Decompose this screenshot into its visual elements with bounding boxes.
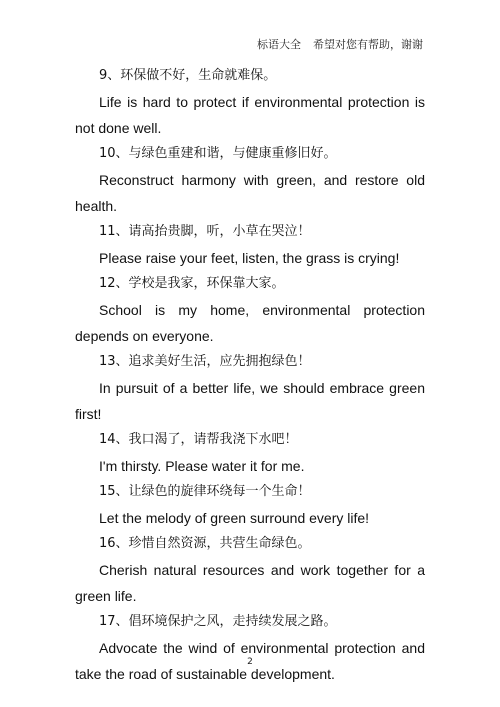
slogan-list [75,63,425,687]
page-number: 2 [247,657,253,667]
slogan-en: School is my home, environmental protection depends on everyone. [75,302,425,344]
slogan-en: Advocate the wind of environmental protection and take the road of sustainable development. [75,640,425,682]
page-header [257,36,423,52]
slogan-zh: 14、我口渴了，请帮我浇下水吧！ [99,432,298,447]
slogan-zh: 9、环保做不好，生命就难保。 [99,68,277,83]
slogan-zh: 17、倡环境保护之风，走持续发展之路。 [99,614,337,629]
slogan-zh: 16、珍惜自然资源，共营生命绿色。 [99,536,311,551]
header-note: 希望对您有帮助，谢谢 [313,38,423,51]
slogan-en: Please raise your feet, listen, the grass is crying! [99,250,400,266]
slogan-en: Cherish natural resources and work together for a green life. [75,562,425,604]
slogan-en: Let the melody of green surround every life! [99,510,370,526]
slogan-en: In pursuit of a better life, we should embrace green first! [75,380,425,422]
header-title: 标语大全 [257,38,301,51]
slogan-zh: 10、与绿色重建和谐，与健康重修旧好。 [99,146,337,161]
slogan-en: Life is hard to protect if environmental protection is not done well. [75,94,425,136]
slogan-en: Reconstruct harmony with green, and restore old health. [75,172,425,214]
slogan-zh: 11、请高抬贵脚，听，小草在哭泣！ [99,224,311,239]
slogan-zh: 12、学校是我家，环保靠大家。 [99,276,285,291]
slogan-zh: 13、追求美好生活，应先拥抱绿色！ [99,354,311,369]
slogan-zh: 15、让绿色的旋律环绕每一个生命！ [99,484,311,499]
slogan-en: I'm thirsty. Please water it for me. [99,458,305,474]
